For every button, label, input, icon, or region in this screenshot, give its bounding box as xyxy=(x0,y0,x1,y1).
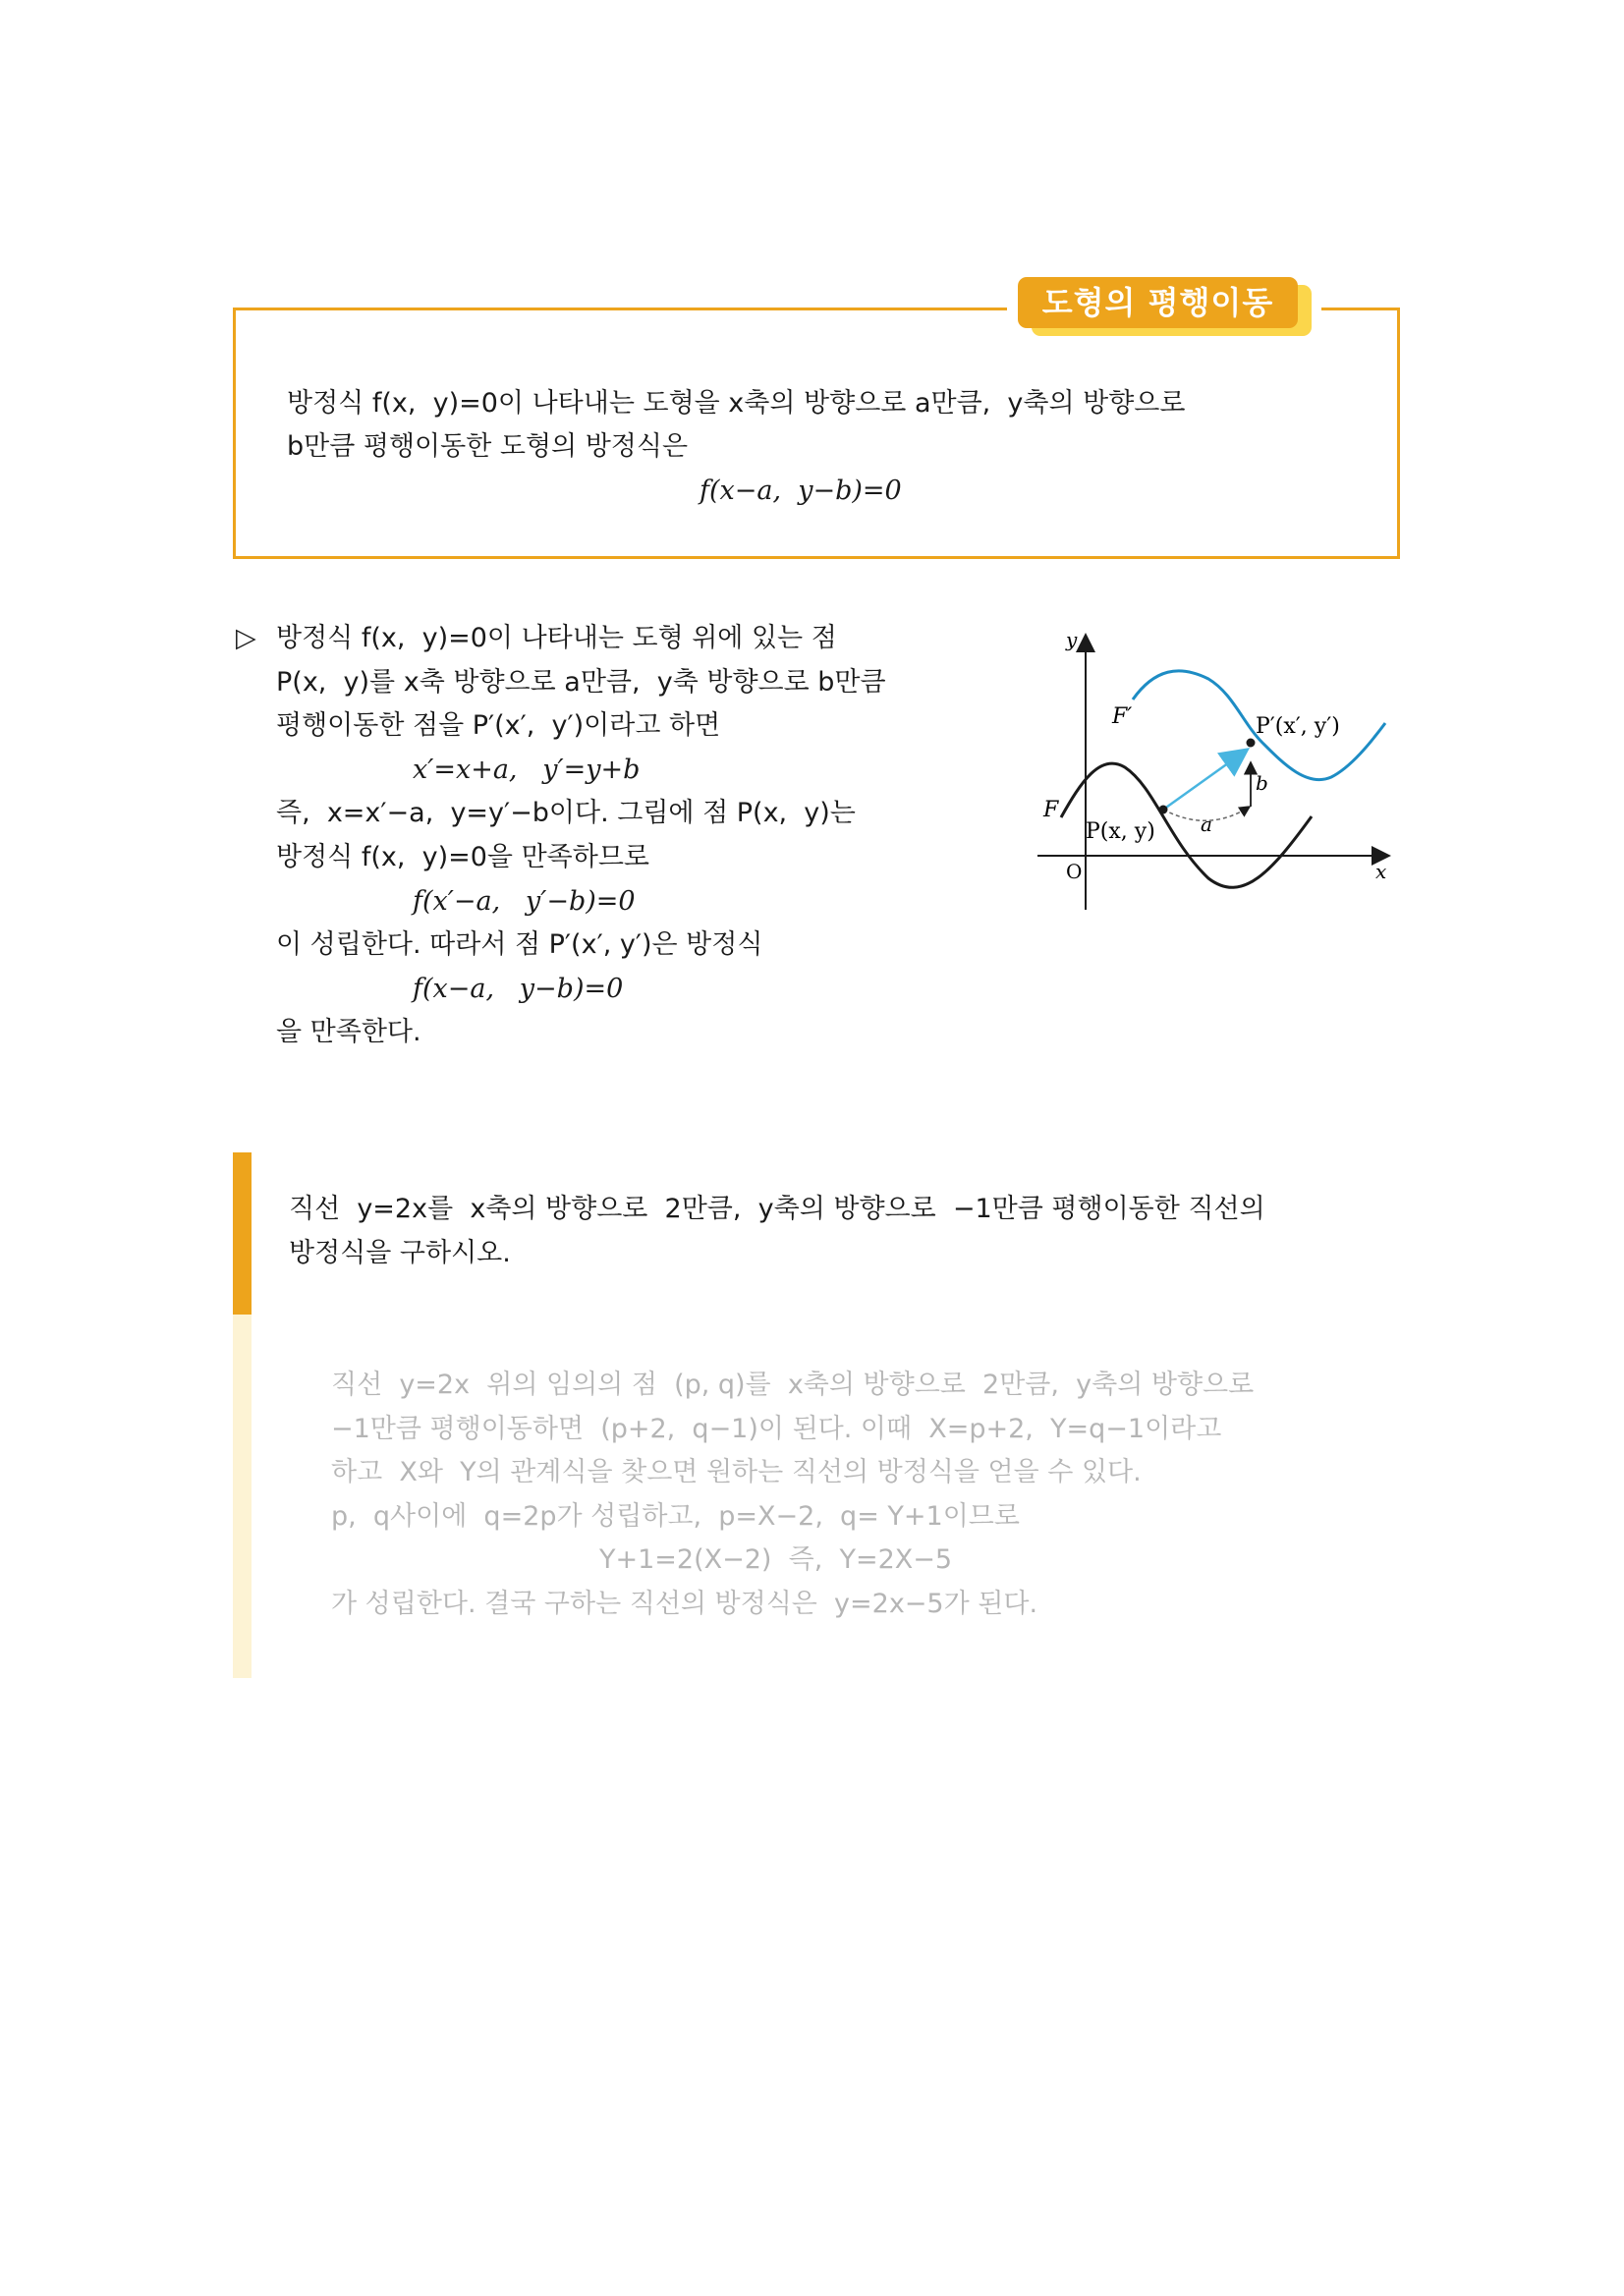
point-p-prime-label: P′(x′, y′) xyxy=(1256,714,1340,739)
point-p-label: P(x, y) xyxy=(1086,819,1155,844)
solution-line-1: 직선 y=2x 위의 임의의 점 (p, q)를 x축의 방향으로 2만큼, y축의 방향으로 xyxy=(331,1370,1255,1400)
explanation-line-10: 을 만족한다. xyxy=(276,1017,421,1047)
curve-f-label: F xyxy=(1043,798,1059,822)
problem-line-2: 방정식을 구하시오. xyxy=(289,1238,511,1268)
explanation-line-4: x′=x+a, y′=y+b xyxy=(413,755,641,785)
shift-b-label: b xyxy=(1256,771,1268,795)
explanation-line-7: f(x′−a, y′−b)=0 xyxy=(413,886,636,917)
problem-line-1: 직선 y=2x를 x축의 방향으로 2만큼, y축의 방향으로 −1만큼 평행이동한 직선의 xyxy=(289,1194,1265,1224)
explanation-line-6: 방정식 f(x, y)=0을 만족하므로 xyxy=(276,842,649,872)
explanation-line-3: 평행이동한 점을 P′(x′, y′)이라고 하면 xyxy=(276,710,721,741)
shift-a-label: a xyxy=(1201,812,1212,836)
translation-arrow xyxy=(1163,751,1246,810)
curve-f-prime-label: F′ xyxy=(1112,704,1133,729)
definition-formula: f(x−a, y−b)=0 xyxy=(700,476,902,506)
explanation-line-2: P(x, y)를 x축 방향으로 a만큼, y축 방향으로 b만큼 xyxy=(276,667,886,698)
problem-bar xyxy=(233,1152,252,1315)
explanation-line-5: 즉, x=x′−a, y=y′−b이다. 그림에 점 P(x, y)는 xyxy=(276,798,856,828)
translation-figure xyxy=(1022,625,1395,920)
solution-line-3: 하고 X와 Y의 관계식을 찾으면 원하는 직선의 방정식을 얻을 수 있다. xyxy=(331,1457,1142,1487)
x-axis-label: x xyxy=(1375,860,1387,883)
solution-bar xyxy=(233,1315,252,1678)
solution-line-2: −1만큼 평행이동하면 (p+2, q−1)이 된다. 이때 X=p+2, Y=q−1이라고 xyxy=(331,1414,1222,1444)
solution-line-4: p, q사이에 q=2p가 성립하고, p=X−2, q= Y+1이므로 xyxy=(331,1501,1020,1532)
y-axis-label: y xyxy=(1066,628,1078,651)
explanation-line-1: 방정식 f(x, y)=0이 나타내는 도형 위에 있는 점 xyxy=(276,623,837,653)
bullet-icon: ▷ xyxy=(236,623,256,653)
explanation-line-9: f(x−a, y−b)=0 xyxy=(413,974,624,1004)
point-p xyxy=(1159,806,1168,814)
origin-label: O xyxy=(1066,860,1083,883)
definition-line-1: 방정식 f(x, y)=0이 나타내는 도형을 x축의 방향으로 a만큼, y축의 방향으로 xyxy=(287,388,1186,419)
explanation-line-8: 이 성립한다. 따라서 점 P′(x′, y′)은 방정식 xyxy=(276,929,763,960)
point-p-prime xyxy=(1247,739,1256,748)
solution-line-5: Y+1=2(X−2) 즉, Y=2X−5 xyxy=(599,1544,953,1575)
solution-line-6: 가 성립한다. 결국 구하는 직선의 방정식은 y=2x−5가 된다. xyxy=(331,1589,1038,1619)
definition-line-2: b만큼 평행이동한 도형의 방정식은 xyxy=(287,431,689,462)
definition-title: 도형의 평행이동 xyxy=(1018,277,1298,328)
